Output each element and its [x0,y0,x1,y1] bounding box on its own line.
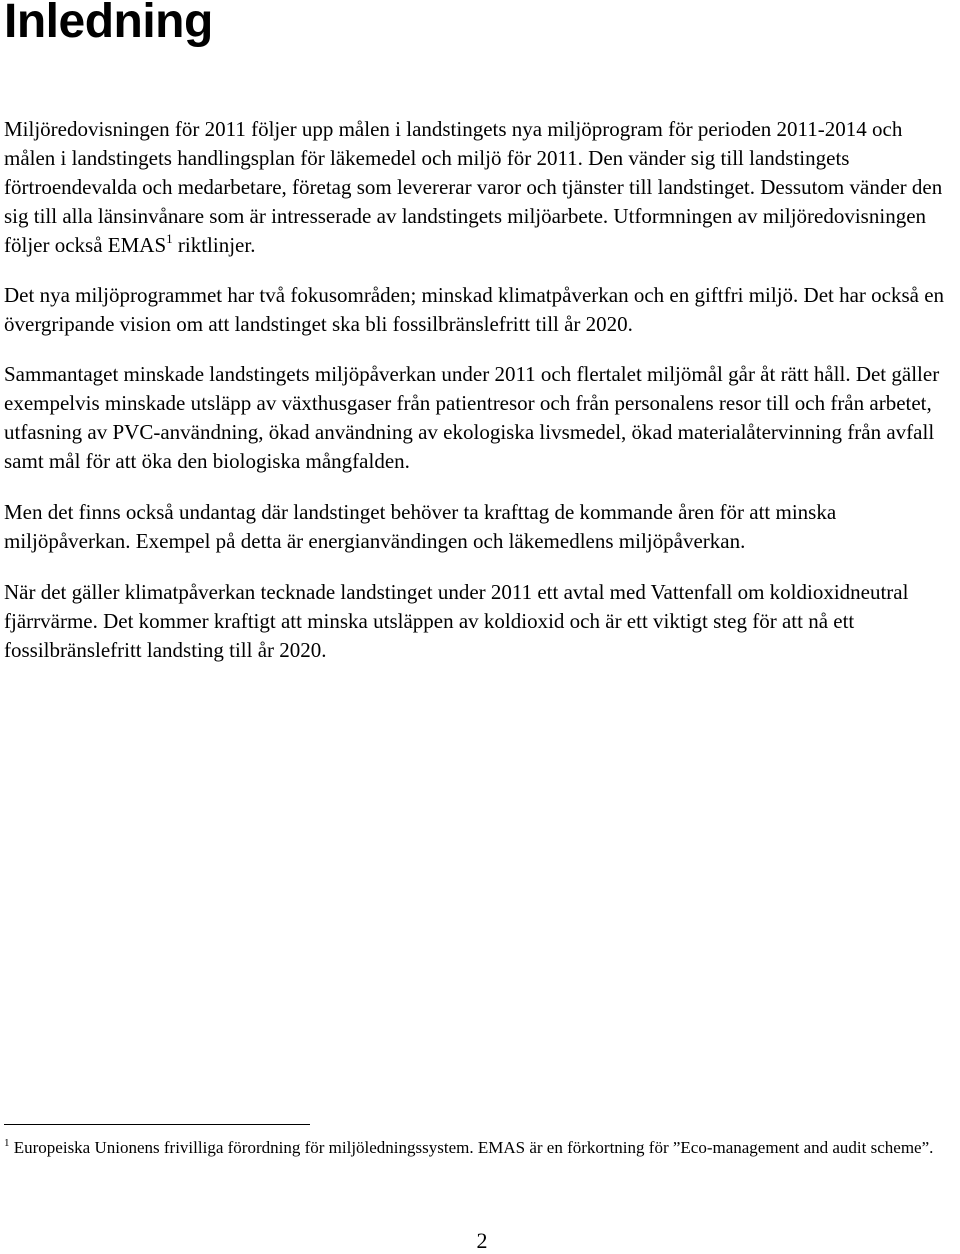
paragraph-summary: Sammantaget minskade landstingets miljöpåverkan under 2011 och flertalet miljömål går åt rätt håll. Det gäller exempelvis minskade utsläpp av växthusgaser från patientresor och från personalens resor till och från arbetet, utfasning av PVC-användning, ökad användning av ekologiska livsmedel, ökad materialåtervinning från avfall samt mål för att öka den biologiska mångfalden. [4,362,940,473]
footnote-text: Europeiska Unionens frivilliga förordning för miljöledningssystem. EMAS är en förkortning för ”Eco-management and audit scheme”. [9,1138,934,1157]
paragraph-intro-text: Miljöredovisningen för 2011 följer upp målen i landstingets nya miljöprogram för perioden 2011-2014 och målen i landstingets handlingsplan för läkemedel och miljö för 2011. Den vänder sig till landstingets förtroendevalda och medarbetare, företag som levererar varor och tjänster till landstinget. Dessutom vänder den sig till alla länsinvånare som är intresserade av landstingets miljöarbete. Utformningen av miljöredovisningen följer också EMAS [4,117,943,257]
footnote-divider [4,1124,310,1125]
body-text [4,115,958,687]
page-heading: Inledning [4,0,213,48]
footnote [4,1135,958,1160]
paragraph-intro-end: riktlinjer. [172,233,256,257]
paragraph-focus-areas: Det nya miljöprogrammet har två fokusområden; minskad klimatpåverkan och en giftfri miljö. Det har också en övergripande vision om att landstinget ska bli fossilbränslefritt till år 2020. [4,283,945,336]
paragraph-exceptions: Men det finns också undantag där landstinget behöver ta krafttag de kommande åren för att minska miljöpåverkan. Exempel på detta är energianvändingen och läkemedlens miljöpåverkan. [4,500,837,553]
paragraph-climate: När det gäller klimatpåverkan tecknade landstinget under 2011 ett avtal med Vattenfall om koldioxidneutral fjärrvärme. Det kommer kraftigt att minska utsläppen av koldioxid och är ett viktigt steg för att nå ett fossilbränslefritt landsting till år 2020. [4,580,909,662]
paragraph-intro [4,115,958,260]
page-number: 2 [476,1228,488,1253]
footnote-marker: 1 [4,1137,10,1149]
footnote-reference: 1 [166,231,173,246]
